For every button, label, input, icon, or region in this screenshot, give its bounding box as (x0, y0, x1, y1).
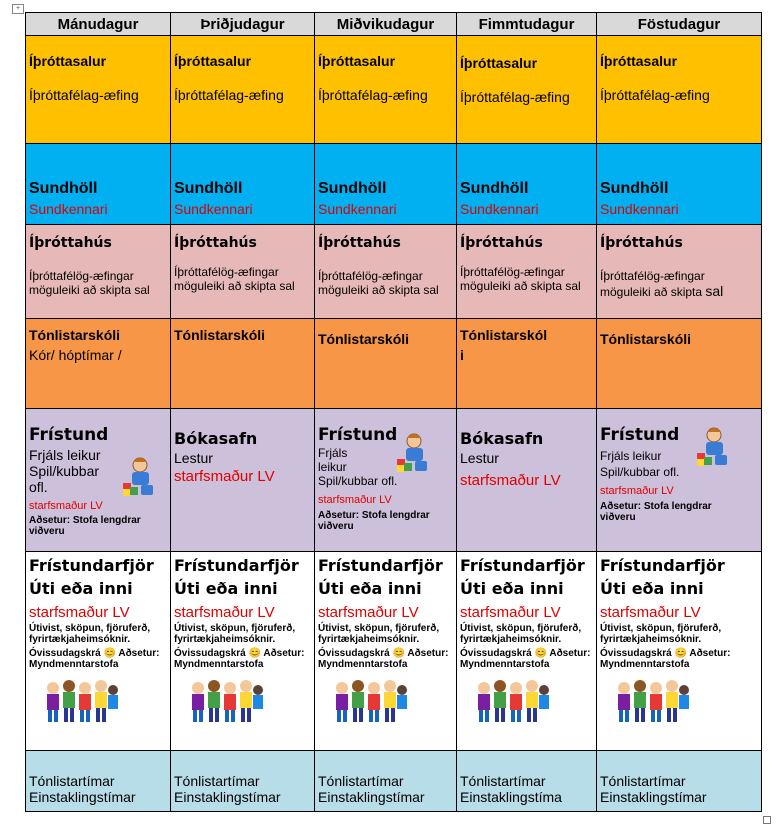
cell-thu-sund (457, 144, 597, 225)
cell-staff: starfsmaður LV (318, 494, 392, 506)
cell-title: Íþróttasalur (460, 55, 538, 71)
cell-wed-ton (315, 319, 457, 409)
cell-l1: Tónlistartímar (318, 773, 404, 789)
sports-hall-row (26, 36, 762, 144)
children-group-icon (474, 678, 550, 728)
cell-title-b: i (460, 347, 464, 363)
cell-wed-hus (315, 225, 457, 319)
cell-adsetur-b: viðveru (600, 512, 636, 523)
cell-desc2: fyrirtækjaheimsóknir. (600, 634, 702, 645)
cell-l2: Einstaklingstímar (29, 789, 136, 805)
cell-thu-fj (457, 552, 597, 751)
cell-desc4: Myndmenntarstofa (460, 659, 550, 670)
cell-title: Frístundarfjör (318, 556, 443, 575)
cell-desc2: fyrirtækjaheimsóknir. (29, 634, 131, 645)
cell-title: Íþróttasalur (318, 53, 396, 69)
day-header-friday: Föstudagur (597, 13, 762, 36)
cell-sub: Íþróttafélag-æfing (29, 87, 139, 103)
cell-wed-sund (315, 144, 457, 225)
cell-title: Sundhöll (29, 180, 98, 197)
cell-line1: Íþróttafélög-æfingar (318, 269, 423, 283)
cell-staff: starfsmaður LV (460, 472, 561, 489)
header-row (26, 13, 762, 36)
child-blocks-icon (695, 427, 729, 467)
cell-desc4: Myndmenntarstofa (174, 659, 264, 670)
cell-title: Sundhöll (174, 180, 243, 197)
cell-desc1: Útivist, sköpun, fjöruferð, (174, 623, 296, 634)
cell-wed-fri (315, 409, 457, 552)
cell-fri-sund (597, 144, 762, 225)
cell-title: Tónlistarskóli (29, 327, 121, 343)
cell-line1: Íþróttafélög-æfingar (460, 265, 565, 279)
weekly-schedule-table (25, 12, 762, 812)
children-group-icon (43, 678, 119, 728)
cell-l1: Tónlistartímar (29, 773, 115, 789)
cell-desc3: Óvissudagskrá 😊 Aðsetur: (174, 648, 305, 659)
cell-title: Íþróttahús (460, 235, 543, 251)
leisure-row (26, 409, 762, 552)
cell-mon-ind (26, 751, 171, 812)
cell-staff: starfsmaður LV (29, 500, 103, 512)
cell-desc3: Óvissudagskrá 😊 Aðsetur: (600, 648, 731, 659)
cell-line2b: sal (705, 283, 724, 299)
cell-mon-fj (26, 552, 171, 751)
cell-desc2: fyrirtækjaheimsóknir. (318, 634, 420, 645)
cell-line2: möguleiki að skipta sal (174, 279, 295, 293)
activity-fun-row (26, 552, 762, 751)
cell-line2: möguleiki að skipta sal (29, 283, 150, 297)
cell-desc1: Útivist, sköpun, fjöruferð, (29, 623, 151, 634)
children-group-icon (188, 678, 264, 728)
cell-title: Íþróttasalur (174, 53, 252, 69)
cell-adsetur-a: Aðsetur: Stofa lengdrar (600, 501, 712, 512)
cell-staff: starfsmaður LV (174, 468, 275, 485)
cell-l2: Spil/kubbar (29, 463, 100, 479)
cell-l3: Spil/kubbar ofl. (318, 474, 398, 488)
table-move-handle-icon[interactable]: + (12, 4, 24, 14)
music-lessons-row (26, 751, 762, 812)
swimming-row (26, 144, 762, 225)
cell-desc2: fyrirtækjaheimsóknir. (460, 634, 562, 645)
cell-sub: Úti eða inni (600, 579, 704, 598)
cell-line2a: möguleiki að skipta (600, 285, 706, 299)
cell-sub: Íþróttafélag-æfing (460, 89, 570, 105)
cell-thu-fri (457, 409, 597, 552)
cell-sub: Kór/ hóptímar / (29, 347, 122, 363)
cell-title: Bókasafn (174, 429, 258, 448)
cell-title: Sundhöll (460, 180, 529, 197)
cell-sub: Sundkennari (600, 201, 679, 217)
cell-mon-ipr (26, 36, 171, 144)
cell-title: Íþróttahús (318, 235, 401, 251)
cell-line1: Íþróttafélög-æfingar (29, 269, 134, 283)
child-blocks-icon (395, 433, 429, 473)
cell-title: Tónlistarskóli (318, 331, 410, 347)
cell-title: Tónlistarskóli (600, 331, 692, 347)
cell-fri-fj (597, 552, 762, 751)
cell-sub: Úti eða inni (29, 579, 133, 598)
cell-desc1: Útivist, sköpun, fjöruferð, (318, 623, 440, 634)
cell-staff: starfsmaður LV (318, 604, 419, 621)
cell-thu-ipr (457, 36, 597, 144)
cell-sub: Íþróttafélag-æfing (174, 87, 284, 103)
cell-fri-ipr (597, 36, 762, 144)
cell-title: Sundhöll (318, 180, 387, 197)
cell-title: Frístundarfjör (174, 556, 299, 575)
cell-sub: Íþróttafélag-æfing (600, 87, 710, 103)
day-header-thursday: Fimmtudagur (457, 13, 597, 36)
cell-tue-fri (171, 409, 315, 552)
cell-sub: Sundkennari (318, 201, 397, 217)
cell-wed-ipr (315, 36, 457, 144)
cell-title: Íþróttahús (29, 235, 112, 251)
cell-l2: Einstaklingstímar (318, 789, 425, 805)
cell-l1: Frjáls leikur (600, 449, 662, 463)
cell-desc3: Óvissudagskrá 😊 Aðsetur: (318, 648, 449, 659)
cell-mon-fri (26, 409, 171, 552)
cell-title: Sundhöll (600, 180, 669, 197)
day-header-monday: Mánudagur (26, 13, 171, 36)
cell-title: Frístund (318, 425, 398, 445)
cell-title-a: Tónlistarskól (460, 327, 548, 343)
sports-house-row (26, 225, 762, 319)
cell-staff: starfsmaður LV (29, 604, 130, 621)
cell-l1: Lestur (174, 450, 213, 466)
cell-l2: leikur (318, 460, 347, 474)
cell-wed-ind (315, 751, 457, 812)
cell-sub: Úti eða inni (460, 579, 564, 598)
cell-l2: Spil/kubbar ofl. (600, 465, 680, 479)
cell-fri-hus (597, 225, 762, 319)
cell-title: Frístundarfjör (460, 556, 585, 575)
cell-l1: Tónlistartímar (174, 773, 260, 789)
cell-title: Bókasafn (460, 429, 544, 448)
cell-thu-ton (457, 319, 597, 409)
cell-tue-hus (171, 225, 315, 319)
children-group-icon (332, 678, 408, 728)
music-school-row (26, 319, 762, 409)
cell-l1: Tónlistartímar (460, 773, 546, 789)
cell-thu-hus (457, 225, 597, 319)
cell-title: Frístund (29, 425, 109, 445)
cell-desc2: fyrirtækjaheimsóknir. (174, 634, 276, 645)
cell-line1: Íþróttafélög-æfingar (174, 265, 279, 279)
cell-title: Íþróttahús (600, 235, 683, 251)
cell-adsetur: Aðsetur: Stofa lengdrar viðveru (29, 515, 141, 537)
cell-sub: Úti eða inni (174, 579, 278, 598)
cell-tue-ipr (171, 36, 315, 144)
cell-fri-fri (597, 409, 762, 552)
cell-fri-ind (597, 751, 762, 812)
cell-sub: Sundkennari (29, 201, 108, 217)
cell-l3: ofl. (29, 479, 48, 495)
cell-mon-ton (26, 319, 171, 409)
cell-sub: Sundkennari (460, 201, 539, 217)
cell-l1: Lestur (460, 450, 499, 466)
cell-desc1: Útivist, sköpun, fjöruferð, (460, 623, 582, 634)
cell-thu-ind (457, 751, 597, 812)
cell-tue-sund (171, 144, 315, 225)
cell-desc4: Myndmenntarstofa (318, 659, 408, 670)
cell-tue-ind (171, 751, 315, 812)
day-header-wednesday: Miðvikudagur (315, 13, 457, 36)
cell-desc4: Myndmenntarstofa (600, 659, 690, 670)
cell-adsetur: Aðsetur: Stofa lengdrar viðveru (318, 510, 430, 532)
cell-l2: Einstaklingstímar (174, 789, 281, 805)
cell-staff: starfsmaður LV (174, 604, 275, 621)
children-group-icon (614, 678, 690, 728)
child-blocks-icon (121, 457, 155, 497)
cell-sub: Úti eða inni (318, 579, 422, 598)
cell-line2: möguleiki að skipta sal (460, 279, 581, 293)
cell-desc3: Óvissudagskrá 😊 Aðsetur: (460, 648, 591, 659)
cell-l1: Frjáls leikur (29, 447, 101, 463)
cell-l1: Frjáls (318, 446, 348, 460)
cell-title: Frístund (600, 425, 680, 445)
cell-staff: starfsmaður LV (460, 604, 561, 621)
cell-line2: möguleiki að skipta sal (318, 283, 439, 297)
cell-staff: starfsmaður LV (600, 604, 701, 621)
cell-tue-ton (171, 319, 315, 409)
cell-l1: Tónlistartímar (600, 773, 686, 789)
cell-mon-hus (26, 225, 171, 319)
cell-title: Íþróttasalur (600, 53, 678, 69)
cell-desc3: Óvissudagskrá 😊 Aðsetur: (29, 648, 160, 659)
cell-l2: Einstaklingstíma (460, 789, 562, 805)
cell-desc4: Myndmenntarstofa (29, 659, 119, 670)
cell-title: Tónlistarskóli (174, 327, 266, 343)
cell-l2: Einstaklingstímar (600, 789, 707, 805)
cell-sub: Sundkennari (174, 201, 253, 217)
cell-mon-sund (26, 144, 171, 225)
cell-title: Frístundarfjör (29, 556, 154, 575)
cell-title: Íþróttasalur (29, 53, 107, 69)
cell-tue-fj (171, 552, 315, 751)
cell-title: Frístundarfjör (600, 556, 725, 575)
cell-desc1: Útivist, sköpun, fjöruferð, (600, 623, 722, 634)
resize-handle-icon[interactable] (763, 816, 771, 824)
cell-wed-fj (315, 552, 457, 751)
cell-fri-ton (597, 319, 762, 409)
cell-sub: Íþróttafélag-æfing (318, 87, 428, 103)
cell-staff: starfsmaður LV (600, 485, 674, 497)
cell-line1: Íþróttafélög-æfingar (600, 269, 705, 283)
day-header-tuesday: Þriðjudagur (171, 13, 315, 36)
cell-title: Íþróttahús (174, 235, 257, 251)
